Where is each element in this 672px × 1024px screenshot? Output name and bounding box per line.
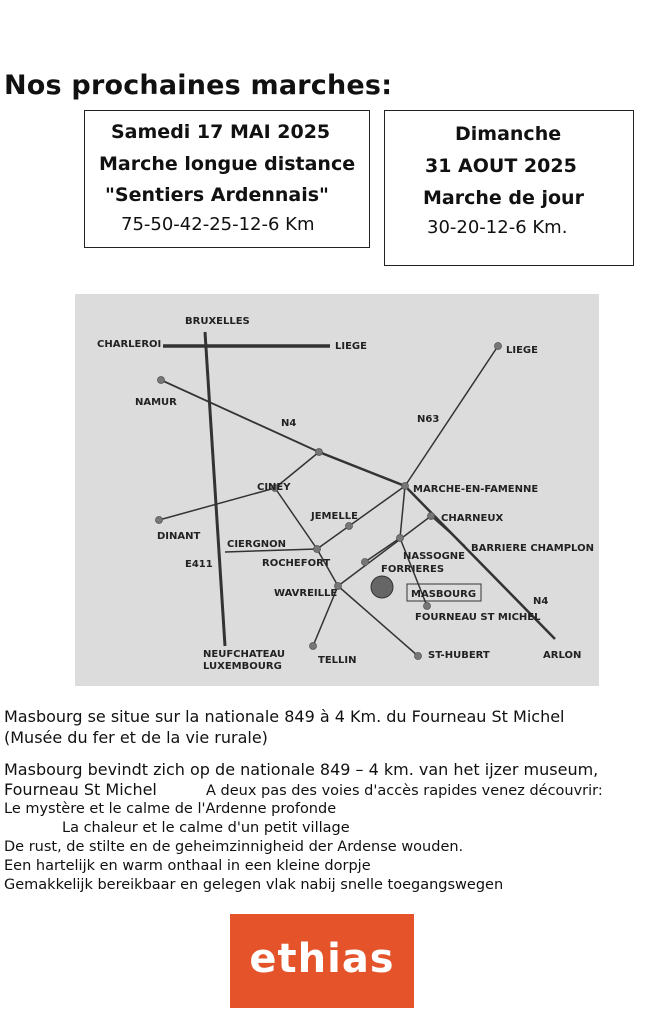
info-nl-line2b: A deux pas des voies d'accès rapides venez découvrir:	[206, 783, 603, 799]
road-n4-marche	[319, 452, 405, 486]
label-masbourg: MASBOURG	[411, 589, 477, 600]
masbourg-marker	[371, 576, 393, 598]
label-marche: MARCHE-EN-FAMENNE	[413, 484, 539, 495]
info-nl-line1: Masbourg bevindt zich op de nationale 849 – 4 km. van het ijzer museum,	[4, 760, 599, 779]
label-liege-top: LIEGE	[335, 341, 367, 352]
info-nl-line3: De rust, de stilte en de geheimzinnigheid der Ardense wouden.	[4, 839, 464, 855]
ethias-logo-text: ethias	[249, 936, 395, 982]
label-n4-top: N4	[281, 418, 297, 429]
info-fr-line1: Masbourg se situe sur la nationale 849 à 4 Km. du Fourneau St Michel	[4, 707, 565, 726]
label-ciney: CINEY	[257, 482, 291, 493]
event2-day: Dimanche	[455, 123, 562, 145]
event-box-may	[84, 110, 370, 248]
label-ciergnon: CIERGNON	[227, 539, 287, 550]
location-map	[75, 294, 599, 686]
label-bruxelles: BRUXELLES	[185, 316, 250, 327]
info-nl-line4: Een hartelijk en warm onthaal in een kleine dorpje	[4, 858, 371, 874]
label-charleroi: CHARLEROI	[97, 339, 162, 350]
label-forrieres: FORRIERES	[381, 564, 445, 575]
event1-date: Samedi 17 MAI 2025	[111, 121, 331, 143]
label-neufchateau: NEUFCHATEAU	[203, 649, 286, 660]
label-charneux: CHARNEUX	[441, 513, 504, 524]
label-fourneau: FOURNEAU ST MICHEL	[415, 612, 541, 623]
info-nl-line2a: Fourneau St Michel	[4, 780, 157, 799]
label-rochefort: ROCHEFORT	[262, 558, 331, 569]
label-tellin: TELLIN	[318, 655, 357, 666]
label-n63: N63	[417, 414, 440, 425]
event2-distances: 30-20-12-6 Km.	[427, 217, 568, 238]
info-fr-line4: La chaleur et le calme d'un petit village	[62, 820, 350, 836]
label-e411: E411	[185, 559, 213, 570]
road-e411	[205, 332, 225, 646]
event2-date: 31 AOUT 2025	[425, 155, 577, 177]
info-nl-line5: Gemakkelijk bereikbaar en gelegen vlak nabij snelle toegangswegen	[4, 877, 504, 893]
event1-type: Marche longue distance	[99, 153, 356, 175]
label-wavreille: WAVREILLE	[274, 588, 338, 599]
label-barriere: BARRIERE CHAMPLON	[471, 543, 594, 554]
label-sthubert: ST-HUBERT	[428, 650, 490, 661]
ethias-logo	[230, 914, 414, 1008]
info-fr-line3: Le mystère et le calme de l'Ardenne profonde	[4, 801, 337, 817]
label-n4-bottom: N4	[533, 596, 549, 607]
label-liege-right: LIEGE	[506, 345, 538, 356]
map-svg	[75, 294, 599, 686]
road-nassogne	[365, 538, 400, 562]
label-arlon: ARLON	[543, 650, 582, 661]
event1-name: "Sentiers Ardennais"	[105, 184, 329, 206]
event2-type: Marche de jour	[423, 187, 584, 209]
road-marche-nassogne	[400, 486, 405, 538]
info-fr-line2: (Musée du fer et de la vie rurale)	[4, 728, 268, 747]
label-nassogne: NASSOGNE	[403, 551, 465, 562]
road-namur-n4	[161, 380, 319, 452]
label-luxembourg: LUXEMBOURG	[203, 661, 282, 672]
label-jemelle: JEMELLE	[311, 511, 358, 522]
page-title: Nos prochaines marches:	[4, 70, 393, 101]
event1-distances: 75-50-42-25-12-6 Km	[121, 214, 315, 235]
event-box-august	[384, 110, 634, 266]
label-namur: NAMUR	[135, 397, 177, 408]
label-dinant: DINANT	[157, 531, 201, 542]
